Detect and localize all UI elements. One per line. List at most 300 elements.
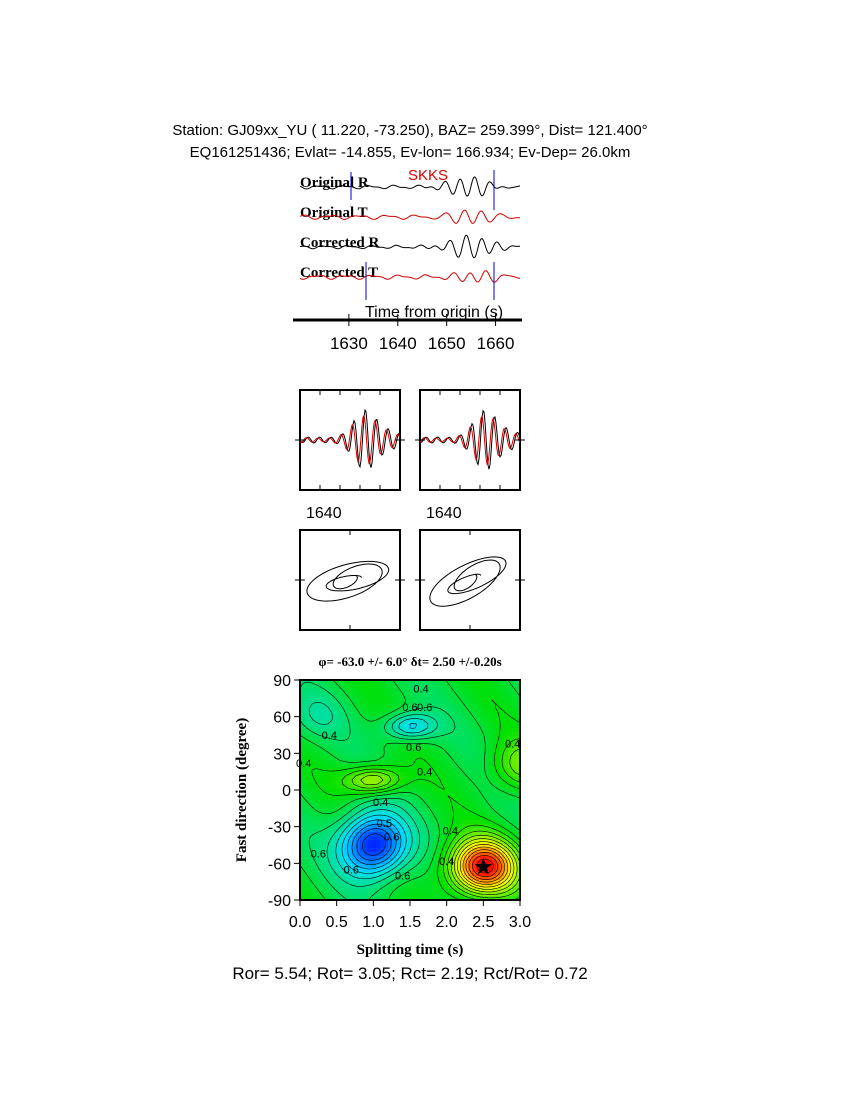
misfit-cell: [316, 748, 321, 753]
misfit-cell: [480, 848, 485, 853]
misfit-cell: [468, 800, 473, 805]
misfit-cell: [468, 864, 473, 869]
misfit-cell: [380, 844, 385, 849]
misfit-cell: [360, 736, 365, 741]
misfit-cell: [492, 688, 497, 693]
misfit-cell: [484, 728, 489, 733]
misfit-cell: [340, 728, 345, 733]
misfit-cell: [328, 804, 333, 809]
misfit-cell: [456, 772, 461, 777]
misfit-cell: [320, 704, 325, 709]
misfit-cell: [492, 812, 497, 817]
misfit-cell: [476, 704, 481, 709]
misfit-cell: [500, 728, 505, 733]
misfit-cell: [496, 684, 501, 689]
misfit-cell: [388, 692, 393, 697]
misfit-cell: [336, 800, 341, 805]
misfit-cell: [424, 808, 429, 813]
misfit-cell: [304, 776, 309, 781]
misfit-cell: [484, 696, 489, 701]
misfit-cell: [388, 752, 393, 757]
misfit-cell: [456, 692, 461, 697]
misfit-cell: [376, 764, 381, 769]
misfit-cell: [400, 884, 405, 889]
misfit-cell: [508, 724, 513, 729]
misfit-cell: [504, 720, 509, 725]
misfit-cell: [420, 884, 425, 889]
misfit-cell: [312, 708, 317, 713]
misfit-cell: [372, 712, 377, 717]
misfit-cell: [464, 792, 469, 797]
misfit-cell: [504, 800, 509, 805]
misfit-cell: [316, 696, 321, 701]
misfit-cell: [320, 792, 325, 797]
misfit-cell: [436, 804, 441, 809]
misfit-cell: [448, 800, 453, 805]
misfit-cell: [448, 888, 453, 893]
misfit-cell: [472, 708, 477, 713]
misfit-cell: [316, 740, 321, 745]
misfit-cell: [320, 776, 325, 781]
misfit-cell: [332, 784, 337, 789]
misfit-cell: [308, 812, 313, 817]
misfit-cell: [364, 756, 369, 761]
misfit-cell: [320, 820, 325, 825]
misfit-cell: [408, 788, 413, 793]
misfit-cell: [484, 732, 489, 737]
misfit-cell: [432, 800, 437, 805]
misfit-cell: [420, 800, 425, 805]
misfit-cell: [364, 872, 369, 877]
misfit-cell: [340, 796, 345, 801]
misfit-cell: [332, 824, 337, 829]
misfit-cell: [432, 700, 437, 705]
misfit-cell: [412, 788, 417, 793]
misfit-cell: [416, 724, 421, 729]
misfit-cell: [460, 812, 465, 817]
misfit-cell: [372, 736, 377, 741]
misfit-cell: [336, 812, 341, 817]
misfit-cell: [416, 780, 421, 785]
misfit-cell: [304, 820, 309, 825]
misfit-cell: [476, 816, 481, 821]
misfit-cell: [312, 824, 317, 829]
misfit-cell: [452, 692, 457, 697]
misfit-cell: [476, 728, 481, 733]
misfit-cell: [304, 804, 309, 809]
misfit-cell: [360, 804, 365, 809]
misfit-cell: [324, 752, 329, 757]
misfit-cell: [328, 760, 333, 765]
misfit-cell: [420, 812, 425, 817]
misfit-cell: [512, 816, 517, 821]
misfit-cell: [416, 796, 421, 801]
misfit-cell: [464, 748, 469, 753]
misfit-cell: [468, 688, 473, 693]
misfit-cell: [336, 780, 341, 785]
misfit-cell: [324, 800, 329, 805]
misfit-cell: [320, 764, 325, 769]
misfit-cell: [456, 860, 461, 865]
misfit-cell: [304, 824, 309, 829]
misfit-cell: [508, 688, 513, 693]
misfit-cell: [440, 712, 445, 717]
misfit-cell: [512, 840, 517, 845]
misfit-cell: [456, 688, 461, 693]
misfit-cell: [452, 788, 457, 793]
misfit-cell: [476, 752, 481, 757]
misfit-cell: [328, 796, 333, 801]
grid-search-y-axis-label: Fast direction (degree): [234, 717, 250, 863]
misfit-cell: [376, 704, 381, 709]
misfit-cell: [460, 692, 465, 697]
misfit-cell: [460, 776, 465, 781]
misfit-cell: [504, 812, 509, 817]
misfit-cell: [308, 724, 313, 729]
misfit-cell: [480, 804, 485, 809]
misfit-cell: [400, 800, 405, 805]
misfit-cell: [392, 752, 397, 757]
misfit-cell: [436, 740, 441, 745]
misfit-cell: [372, 772, 377, 777]
misfit-cell: [500, 772, 505, 777]
misfit-cell: [448, 740, 453, 745]
misfit-cell: [320, 696, 325, 701]
misfit-cell: [436, 692, 441, 697]
misfit-cell: [420, 868, 425, 873]
misfit-cell: [460, 724, 465, 729]
misfit-cell: [320, 860, 325, 865]
misfit-cell: [372, 704, 377, 709]
misfit-cell: [476, 768, 481, 773]
misfit-cell: [424, 840, 429, 845]
misfit-cell: [384, 732, 389, 737]
misfit-cell: [436, 892, 441, 897]
misfit-cell: [320, 784, 325, 789]
misfit-cell: [408, 864, 413, 869]
misfit-cell: [376, 812, 381, 817]
misfit-cell: [360, 756, 365, 761]
misfit-cell: [484, 684, 489, 689]
misfit-cell: [312, 888, 317, 893]
misfit-cell: [372, 780, 377, 785]
misfit-cell: [332, 816, 337, 821]
misfit-cell: [444, 808, 449, 813]
misfit-cell: [360, 704, 365, 709]
misfit-cell: [464, 708, 469, 713]
misfit-cell: [332, 892, 337, 897]
misfit-cell: [428, 800, 433, 805]
misfit-cell: [356, 756, 361, 761]
misfit-cell: [472, 704, 477, 709]
misfit-cell: [304, 704, 309, 709]
misfit-cell: [420, 828, 425, 833]
misfit-cell: [368, 756, 373, 761]
misfit-cell: [508, 800, 513, 805]
misfit-cell: [324, 796, 329, 801]
misfit-cell: [364, 776, 369, 781]
misfit-cell: [508, 704, 513, 709]
particle-motion-trace: [307, 561, 389, 601]
misfit-cell: [448, 712, 453, 717]
misfit-cell: [460, 684, 465, 689]
misfit-cell: [460, 784, 465, 789]
misfit-cell: [392, 792, 397, 797]
misfit-cell: [408, 768, 413, 773]
misfit-cell: [476, 808, 481, 813]
misfit-cell: [464, 828, 469, 833]
misfit-cell: [496, 800, 501, 805]
misfit-cell: [504, 808, 509, 813]
misfit-cell: [304, 884, 309, 889]
misfit-cell: [360, 788, 365, 793]
misfit-cell: [428, 836, 433, 841]
misfit-cell: [348, 876, 353, 881]
misfit-cell: [344, 744, 349, 749]
misfit-cell: [356, 696, 361, 701]
misfit-cell: [328, 724, 333, 729]
misfit-cell: [416, 784, 421, 789]
misfit-cell: [428, 876, 433, 881]
misfit-cell: [496, 760, 501, 765]
misfit-cell: [396, 720, 401, 725]
misfit-cell: [400, 748, 405, 753]
misfit-cell: [464, 696, 469, 701]
phase-label: SKKS: [408, 167, 449, 184]
misfit-cell: [336, 852, 341, 857]
misfit-cell: [492, 752, 497, 757]
misfit-cell: [312, 892, 317, 897]
misfit-cell: [420, 724, 425, 729]
misfit-cell: [504, 824, 509, 829]
misfit-cell: [360, 724, 365, 729]
misfit-cell: [456, 704, 461, 709]
misfit-cell: [428, 724, 433, 729]
misfit-cell: [384, 892, 389, 897]
misfit-cell: [388, 760, 393, 765]
misfit-cell: [324, 780, 329, 785]
misfit-cell: [396, 748, 401, 753]
misfit-cell: [468, 772, 473, 777]
misfit-cell: [480, 748, 485, 753]
misfit-cell: [304, 852, 309, 857]
misfit-cell: [328, 852, 333, 857]
misfit-cell: [412, 880, 417, 885]
misfit-cell: [484, 820, 489, 825]
misfit-cell: [508, 832, 513, 837]
misfit-cell: [312, 760, 317, 765]
misfit-cell: [452, 816, 457, 821]
misfit-cell: [492, 796, 497, 801]
misfit-cell: [496, 756, 501, 761]
misfit-cell: [460, 752, 465, 757]
misfit-cell: [400, 760, 405, 765]
misfit-cell: [304, 844, 309, 849]
misfit-cell: [312, 784, 317, 789]
y-tick-label: -30: [267, 819, 291, 837]
misfit-cell: [508, 760, 513, 765]
misfit-cell: [464, 688, 469, 693]
misfit-cell: [444, 716, 449, 721]
misfit-cell: [328, 844, 333, 849]
misfit-cell: [340, 792, 345, 797]
misfit-cell: [356, 716, 361, 721]
misfit-cell: [344, 772, 349, 777]
misfit-cell: [384, 736, 389, 741]
misfit-cell: [332, 708, 337, 713]
misfit-cell: [332, 776, 337, 781]
misfit-cell: [376, 844, 381, 849]
misfit-cell: [332, 864, 337, 869]
misfit-cell: [396, 700, 401, 705]
misfit-cell: [372, 696, 377, 701]
misfit-cell: [416, 800, 421, 805]
misfit-cell: [444, 780, 449, 785]
misfit-cell: [348, 684, 353, 689]
misfit-cell: [332, 772, 337, 777]
misfit-cell: [336, 832, 341, 837]
misfit-cell: [336, 704, 341, 709]
misfit-cell: [436, 716, 441, 721]
misfit-cell: [452, 884, 457, 889]
misfit-cell: [416, 884, 421, 889]
misfit-cell: [456, 816, 461, 821]
misfit-cell: [452, 792, 457, 797]
misfit-cell: [348, 688, 353, 693]
misfit-cell: [464, 784, 469, 789]
misfit-cell: [476, 804, 481, 809]
misfit-cell: [420, 824, 425, 829]
misfit-cell: [336, 784, 341, 789]
misfit-cell: [444, 744, 449, 749]
misfit-cell: [428, 756, 433, 761]
misfit-cell: [360, 700, 365, 705]
misfit-cell: [464, 712, 469, 717]
misfit-cell: [444, 756, 449, 761]
misfit-cell: [508, 816, 513, 821]
misfit-cell: [340, 756, 345, 761]
misfit-cell: [392, 764, 397, 769]
misfit-cell: [364, 712, 369, 717]
misfit-cell: [456, 760, 461, 765]
misfit-cell: [444, 704, 449, 709]
misfit-cell: [448, 748, 453, 753]
misfit-cell: [328, 876, 333, 881]
misfit-cell: [492, 720, 497, 725]
misfit-cell: [480, 756, 485, 761]
misfit-cell: [468, 740, 473, 745]
misfit-cell: [452, 708, 457, 713]
misfit-cell: [412, 696, 417, 701]
misfit-cell: [312, 836, 317, 841]
misfit-cell: [488, 684, 493, 689]
misfit-cell: [328, 784, 333, 789]
misfit-cell: [500, 792, 505, 797]
misfit-cell: [388, 736, 393, 741]
misfit-cell: [492, 764, 497, 769]
y-tick-label: 0: [282, 783, 291, 800]
misfit-cell: [356, 892, 361, 897]
misfit-cell: [324, 700, 329, 705]
misfit-cell: [444, 764, 449, 769]
misfit-cell: [428, 820, 433, 825]
misfit-cell: [348, 736, 353, 741]
misfit-cell: [308, 708, 313, 713]
misfit-cell: [332, 704, 337, 709]
misfit-cell: [432, 788, 437, 793]
misfit-cell: [376, 892, 381, 897]
misfit-cell: [380, 708, 385, 713]
misfit-cell: [324, 840, 329, 845]
misfit-cell: [480, 776, 485, 781]
misfit-cell: [476, 780, 481, 785]
misfit-cell: [348, 804, 353, 809]
misfit-cell: [356, 688, 361, 693]
misfit-cell: [324, 880, 329, 885]
misfit-cell: [312, 736, 317, 741]
particle-motion-trace: [430, 557, 506, 606]
misfit-cell: [316, 800, 321, 805]
misfit-cell: [448, 812, 453, 817]
misfit-cell: [316, 736, 321, 741]
misfit-cell: [400, 752, 405, 757]
misfit-cell: [504, 696, 509, 701]
misfit-cell: [476, 820, 481, 825]
misfit-cell: [480, 828, 485, 833]
misfit-cell: [352, 888, 357, 893]
misfit-cell: [368, 788, 373, 793]
misfit-cell: [392, 884, 397, 889]
misfit-cell: [508, 720, 513, 725]
misfit-cell: [508, 804, 513, 809]
misfit-cell: [496, 692, 501, 697]
misfit-cell: [324, 772, 329, 777]
misfit-cell: [324, 868, 329, 873]
contour-label: 0.6: [395, 870, 411, 883]
misfit-cell: [356, 752, 361, 757]
misfit-cell: [356, 800, 361, 805]
misfit-cell: [400, 788, 405, 793]
misfit-cell: [412, 872, 417, 877]
misfit-cell: [456, 820, 461, 825]
misfit-cell: [496, 688, 501, 693]
misfit-cell: [324, 832, 329, 837]
misfit-cell: [380, 792, 385, 797]
misfit-cell: [344, 708, 349, 713]
misfit-cell: [304, 856, 309, 861]
misfit-cell: [336, 776, 341, 781]
misfit-cell: [440, 756, 445, 761]
misfit-cell: [460, 760, 465, 765]
trace-tick-label: 1640: [378, 334, 417, 353]
misfit-cell: [432, 712, 437, 717]
misfit-cell: [364, 836, 369, 841]
misfit-cell: [496, 816, 501, 821]
misfit-cell: [356, 880, 361, 885]
contour-label: 0.4: [417, 766, 433, 779]
misfit-cell: [452, 684, 457, 689]
misfit-cell: [472, 808, 477, 813]
misfit-cell: [476, 824, 481, 829]
misfit-cell: [304, 888, 309, 893]
misfit-cell: [392, 704, 397, 709]
misfit-cell: [332, 700, 337, 705]
misfit-cell: [384, 756, 389, 761]
misfit-cell: [376, 684, 381, 689]
misfit-cell: [308, 736, 313, 741]
misfit-cell: [408, 820, 413, 825]
misfit-cell: [464, 752, 469, 757]
